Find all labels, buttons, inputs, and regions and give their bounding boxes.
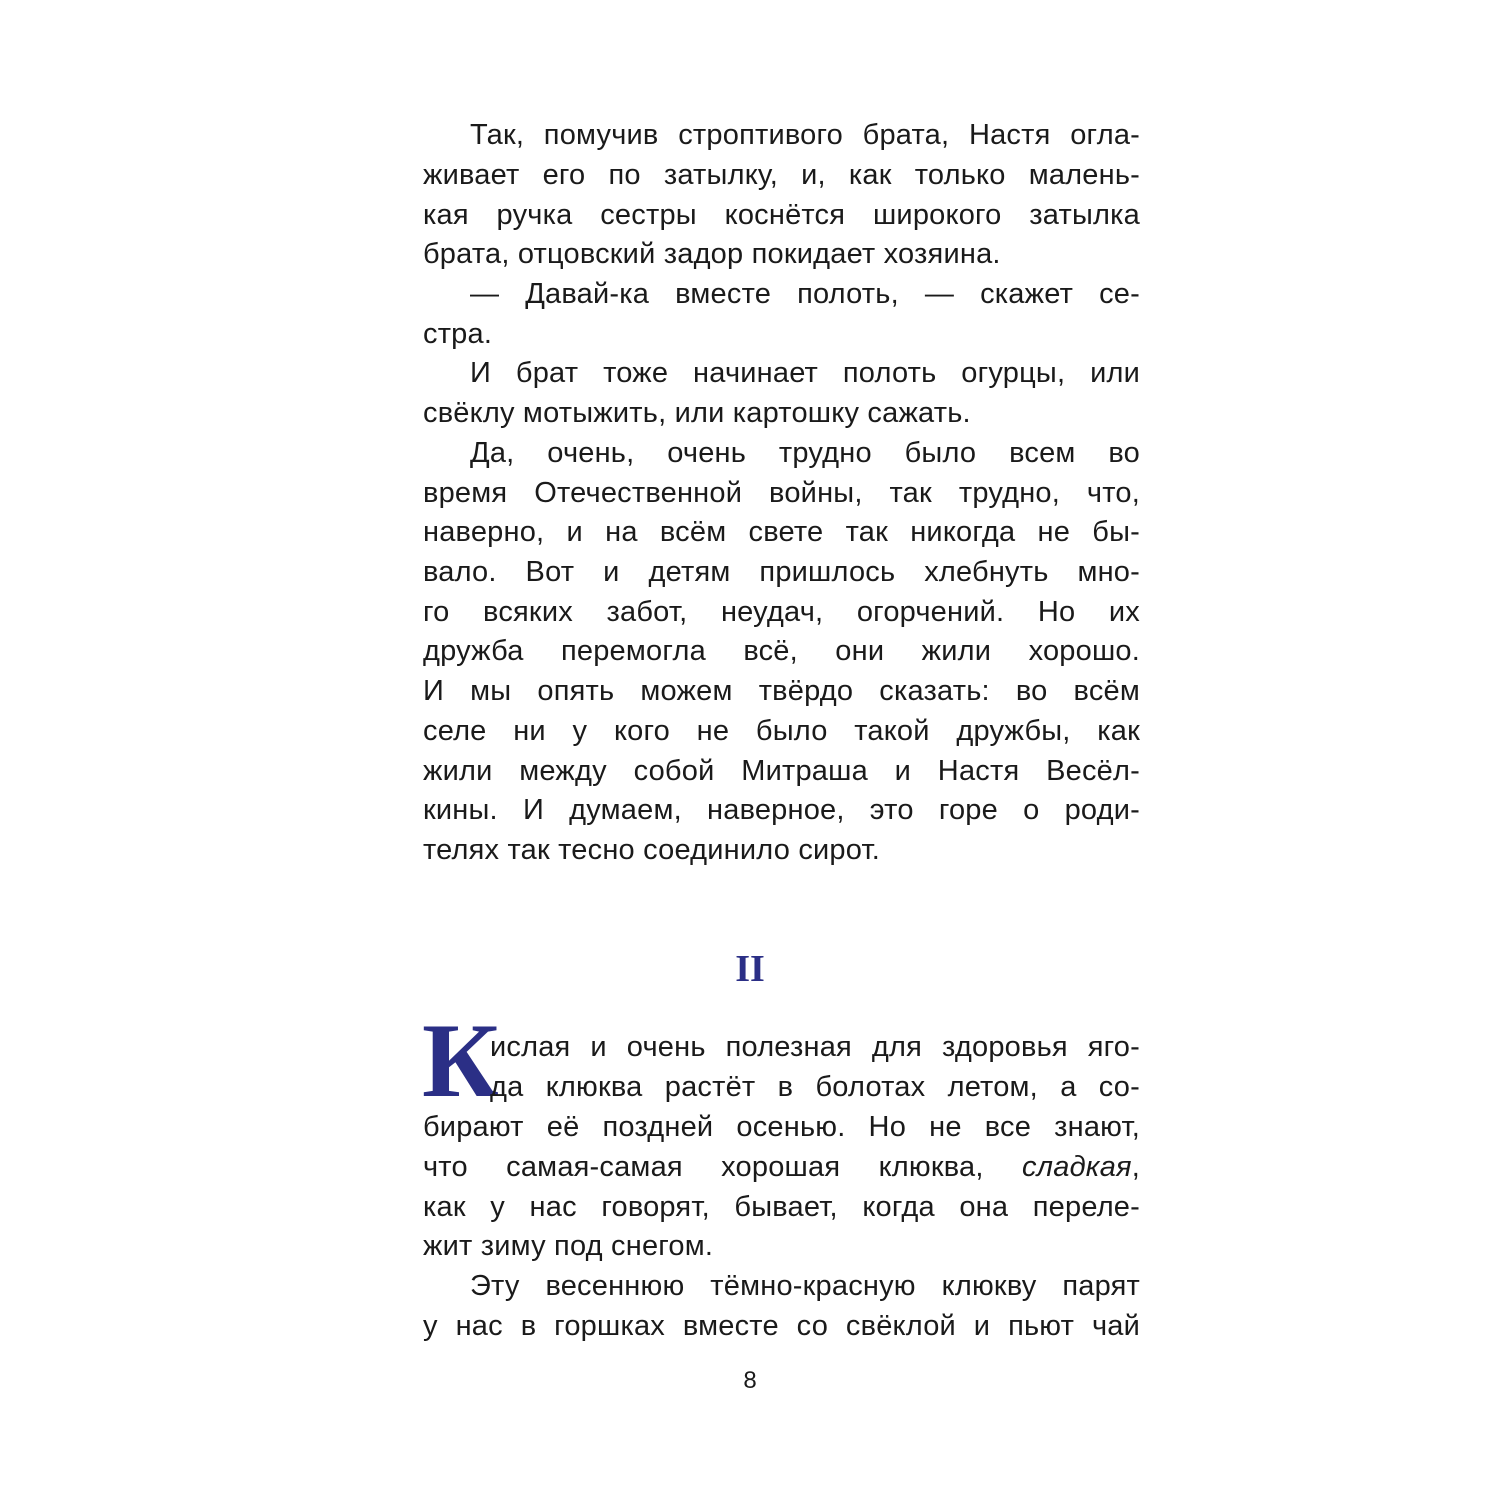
text-line: вало. Вот и детям пришлось хлебнуть мно-	[423, 556, 1140, 588]
text-line: ислая и очень полезная для здоровья яго-	[490, 1031, 1140, 1063]
text-line: Да, очень, очень трудно было всем во	[470, 437, 1140, 469]
text-line: телях так тесно соединило сирот.	[423, 834, 880, 866]
text-line: жит зиму под снегом.	[423, 1230, 714, 1262]
text-line: да клюква растёт в болотах летом, а со-	[490, 1071, 1140, 1103]
text-line: го всяких забот, неудач, огорчений. Но их	[423, 596, 1140, 628]
italic-word: сладкая	[1021, 1151, 1132, 1183]
text-line: Так, помучив строптивого брата, Настя огла-	[470, 119, 1140, 151]
text-line: живает его по затылку, и, как только малень-	[423, 159, 1140, 191]
text-line: жили между собой Митраша и Настя Весёл-	[423, 755, 1140, 787]
text-line: стра.	[423, 318, 493, 350]
text-line: время Отечественной войны, так трудно, что,	[423, 477, 1140, 509]
text-segment: ,	[1131, 1151, 1140, 1183]
text-line: дружба перемогла всё, они жили хорошо.	[423, 635, 1140, 667]
text-line	[423, 1147, 1140, 1187]
drop-cap: К	[422, 1002, 499, 1119]
text-line: свёклу мотыжить, или картошку сажать.	[423, 397, 971, 429]
text-line: И брат тоже начинает полоть огурцы, или	[470, 357, 1140, 389]
text-line: кая ручка сестры коснётся широкого затылка	[423, 199, 1140, 231]
text-line: у нас в горшках вместе со свёклой и пьют чай	[423, 1310, 1140, 1342]
text-line: селе ни у кого не было такой дружбы, как	[423, 715, 1140, 747]
text-line: брата, отцовский задор покидает хозяина.	[423, 238, 1001, 270]
text-line: как у нас говорят, бывает, когда она переле-	[423, 1191, 1140, 1223]
text-line: И мы опять можем твёрдо сказать: во всём	[423, 675, 1140, 707]
text-segment: что самая-самая хорошая клюква,	[423, 1151, 984, 1183]
text-line: кины. И думаем, наверное, это горе о роди-	[423, 794, 1140, 826]
page-number: 8	[743, 1367, 757, 1394]
chapter-heading: II	[735, 948, 765, 990]
text-line: — Давай-ка вместе полоть, — скажет се-	[470, 278, 1140, 310]
text-line: бирают её поздней осенью. Но не все знают,	[423, 1111, 1140, 1143]
text-line: Эту весеннюю тёмно-красную клюкву парят	[470, 1270, 1140, 1302]
text-line: наверно, и на всём свете так никогда не бы-	[423, 516, 1140, 548]
